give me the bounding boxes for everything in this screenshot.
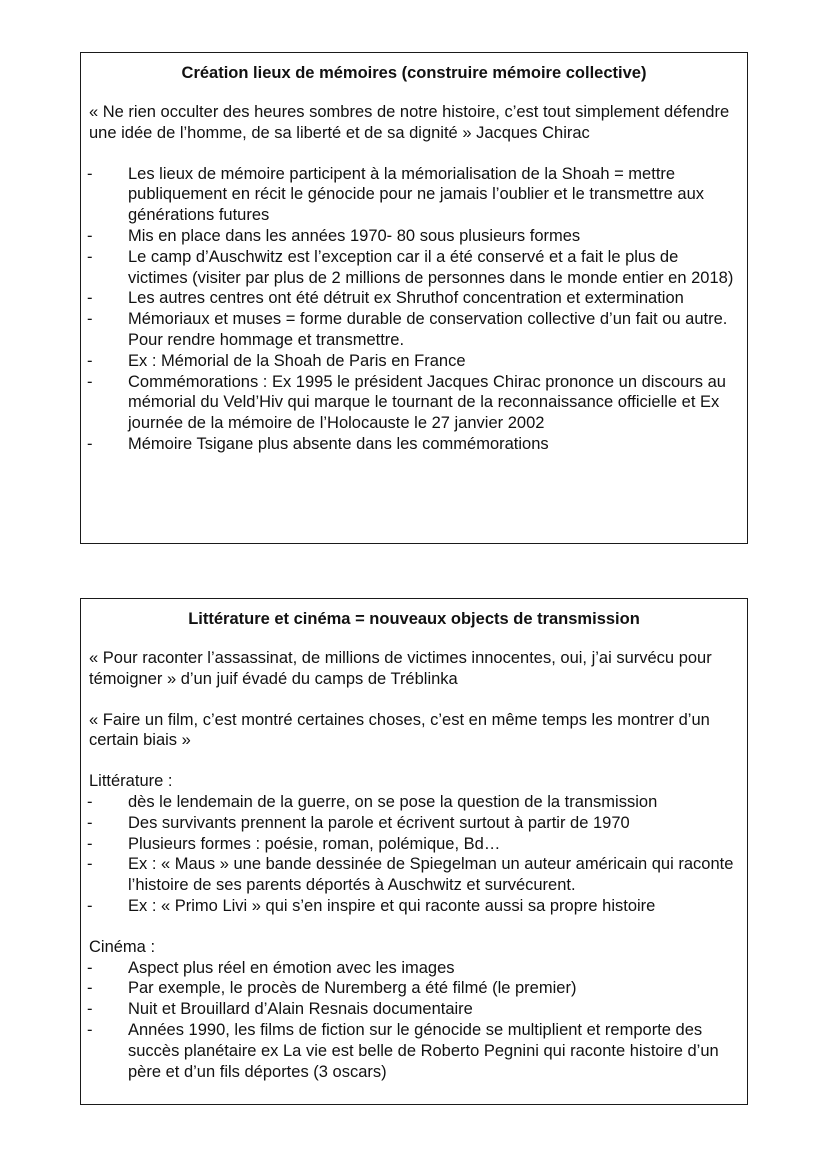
dash-marker: - [87, 164, 93, 183]
cinema-list [81, 958, 747, 1083]
list-item [81, 854, 747, 896]
memory-places-section [80, 52, 748, 544]
list-item [81, 309, 747, 351]
dash-marker: - [87, 1020, 93, 1039]
film-quote: « Faire un film, c’est montré certaines choses, c’est en même temps les montrer d’un certain biais » [89, 710, 710, 750]
dash-marker: - [87, 310, 93, 329]
list-item-text: Aspect plus réel en émotion avec les images [128, 958, 455, 977]
list-item [81, 164, 747, 226]
list-item-text: Les lieux de mémoire participent à la mémorialisation de la Shoah = mettre publiquement en récit le génocide pour ne jamais l’oublier et le transmettre aux générations futures [128, 164, 704, 225]
cinema-heading: Cinéma : [89, 937, 156, 956]
list-item [81, 813, 747, 834]
list-item [81, 351, 747, 372]
dash-marker: - [87, 226, 93, 245]
dash-marker: - [87, 979, 93, 998]
list-item-text: Mémoriaux et muses = forme durable de conservation collective d’un fait ou autre. Pour rendre hommage et transmettre. [128, 310, 728, 349]
literature-list [81, 792, 747, 917]
list-item-text: Mémoire Tsigane plus absente dans les commémorations [128, 434, 549, 453]
list-item-text: Ex : « Primo Livi » qui s’en inspire et qui raconte aussi sa propre histoire [128, 896, 656, 915]
section-title: Création lieux de mémoires (construire mémoire collective) [181, 64, 647, 82]
dash-marker: - [87, 1000, 93, 1019]
list-item [81, 896, 747, 917]
list-item-text: Des survivants prennent la parole et écrivent surtout à partir de 1970 [128, 813, 630, 832]
literature-cinema-section [80, 598, 748, 1105]
chirac-quote: « Ne rien occulter des heures sombres de notre histoire, c’est tout simplement défendre une idée de l’homme, de sa liberté et de sa dignité » Jacques Chirac [89, 103, 730, 142]
dash-marker: - [87, 289, 93, 308]
list-item [81, 792, 747, 813]
literature-heading: Littérature : [89, 772, 173, 791]
list-item-text: Années 1990, les films de fiction sur le génocide se multiplient et remporte des succès planétaire ex La vie est belle de Roberto Pegnini qui raconte histoire d’un père et d’un fils déportes (3 oscars) [128, 1020, 719, 1081]
section-title: Littérature et cinéma = nouveaux objects de transmission [188, 610, 640, 628]
dash-marker: - [87, 792, 93, 811]
list-item [81, 958, 747, 979]
list-item [81, 834, 747, 855]
list-item-text: Commémorations : Ex 1995 le président Jacques Chirac prononce un discours au mémorial du Veld’Hiv qui marque le tournant de la reconnaissance officielle et Ex journée de la mémoire de l’Holocauste le 27 janvier 2002 [128, 372, 726, 433]
list-item [81, 978, 747, 999]
list-item-text: dès le lendemain de la guerre, on se pose la question de la transmission [128, 792, 658, 811]
list-item [81, 999, 747, 1020]
list-item-text: Plusieurs formes : poésie, roman, polémique, Bd… [128, 834, 501, 853]
dash-marker: - [87, 813, 93, 832]
dash-marker: - [87, 958, 93, 977]
list-item-text: Mis en place dans les années 1970- 80 sous plusieurs formes [128, 226, 581, 245]
list-item-text: Ex : « Maus » une bande dessinée de Spiegelman un auteur américain qui raconte l’histoire de ses parents déportés à Auschwitz et survécurent. [128, 855, 734, 895]
list-item [81, 1020, 747, 1082]
list-item-text: Ex : Mémorial de la Shoah de Paris en France [128, 351, 466, 370]
dash-marker: - [87, 372, 93, 391]
dash-marker: - [87, 834, 93, 853]
list-item [81, 226, 747, 247]
treblinka-quote: « Pour raconter l’assassinat, de millions de victimes innocentes, oui, j’ai survécu pour témoigner » d’un juif évadé du camps de Tréblinka [89, 649, 712, 688]
list-item-text: Les autres centres ont été détruit ex Shruthof concentration et extermination [128, 289, 684, 308]
list-item [81, 434, 747, 455]
list-item-text: Nuit et Brouillard d’Alain Resnais documentaire [128, 1000, 473, 1019]
list-item [81, 288, 747, 309]
dash-marker: - [87, 247, 93, 266]
dash-marker: - [87, 351, 93, 370]
list-item-text: Par exemple, le procès de Nuremberg a été filmé (le premier) [128, 979, 577, 998]
list-item-text: Le camp d’Auschwitz est l’exception car il a été conservé et a fait le plus de victimes (visiter par plus de 2 millions de personnes dans le monde entier en 2018) [128, 247, 734, 287]
dash-marker: - [87, 896, 93, 915]
memory-places-list [81, 164, 747, 455]
list-item [81, 372, 747, 434]
list-item [81, 247, 747, 289]
dash-marker: - [87, 434, 93, 453]
dash-marker: - [87, 855, 93, 874]
